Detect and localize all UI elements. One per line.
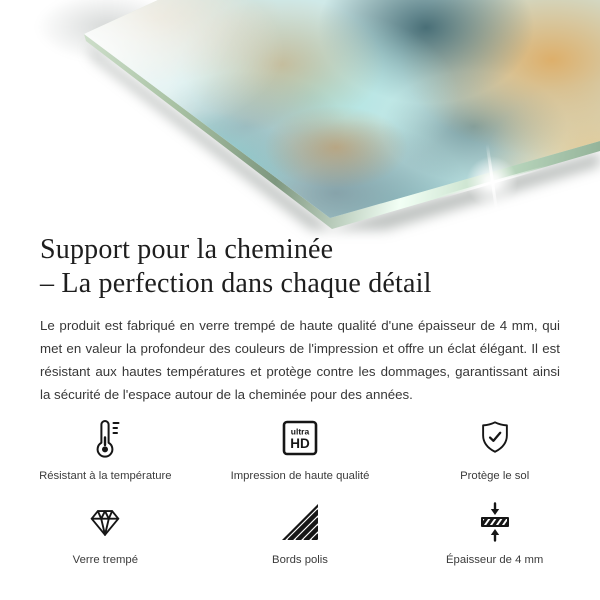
- feature-item-polished-edges: [203, 499, 398, 567]
- feature-label: Protège le sol: [460, 470, 530, 482]
- diamond-icon: [85, 499, 125, 545]
- page-title-line2: – La perfection dans chaque détail: [40, 268, 432, 299]
- product-description-section: [0, 230, 600, 406]
- feature-item-print-quality: [203, 415, 398, 483]
- feature-label: Bords polis: [272, 554, 328, 566]
- feature-item-temperature: [8, 415, 203, 483]
- sparkle-glow: [464, 154, 520, 210]
- shield-check-icon: [476, 415, 514, 461]
- page-title-line1: Support pour la cheminée: [40, 234, 334, 265]
- product-description-text: Le produit est fabriqué en verre trempé de haute qualité d'une épaisseur de 4 mm, qui met en valeur la profondeur des couleurs de l'impression et offre un éclat élégant. Il est résistant aux hautes températures et protège contre les dommages, garantissant ainsi la sécurité de l'espace autour de la cheminée pour des années.: [40, 318, 560, 402]
- feature-label: Épaisseur de 4 mm: [446, 554, 544, 566]
- ultra-hd-badge-icon: [282, 415, 318, 461]
- thickness-arrows-icon: [475, 499, 515, 545]
- hero-product-photo: [0, 0, 600, 230]
- feature-label: Résistant à la température: [39, 470, 172, 482]
- feature-grid: [0, 415, 600, 567]
- polished-edges-icon: [281, 499, 319, 545]
- feature-item-thickness: [397, 499, 592, 567]
- ultra-hd-badge-top-text: ultra: [290, 426, 310, 437]
- feature-item-tempered-glass: [8, 499, 203, 567]
- page-title: [40, 230, 560, 301]
- thermometer-icon: [85, 415, 125, 461]
- ultra-hd-badge-bottom-text: HD: [290, 436, 310, 451]
- feature-label: Verre trempé: [72, 554, 138, 566]
- feature-label: Impression de haute qualité: [230, 470, 370, 482]
- feature-item-floor-protection: [397, 415, 592, 483]
